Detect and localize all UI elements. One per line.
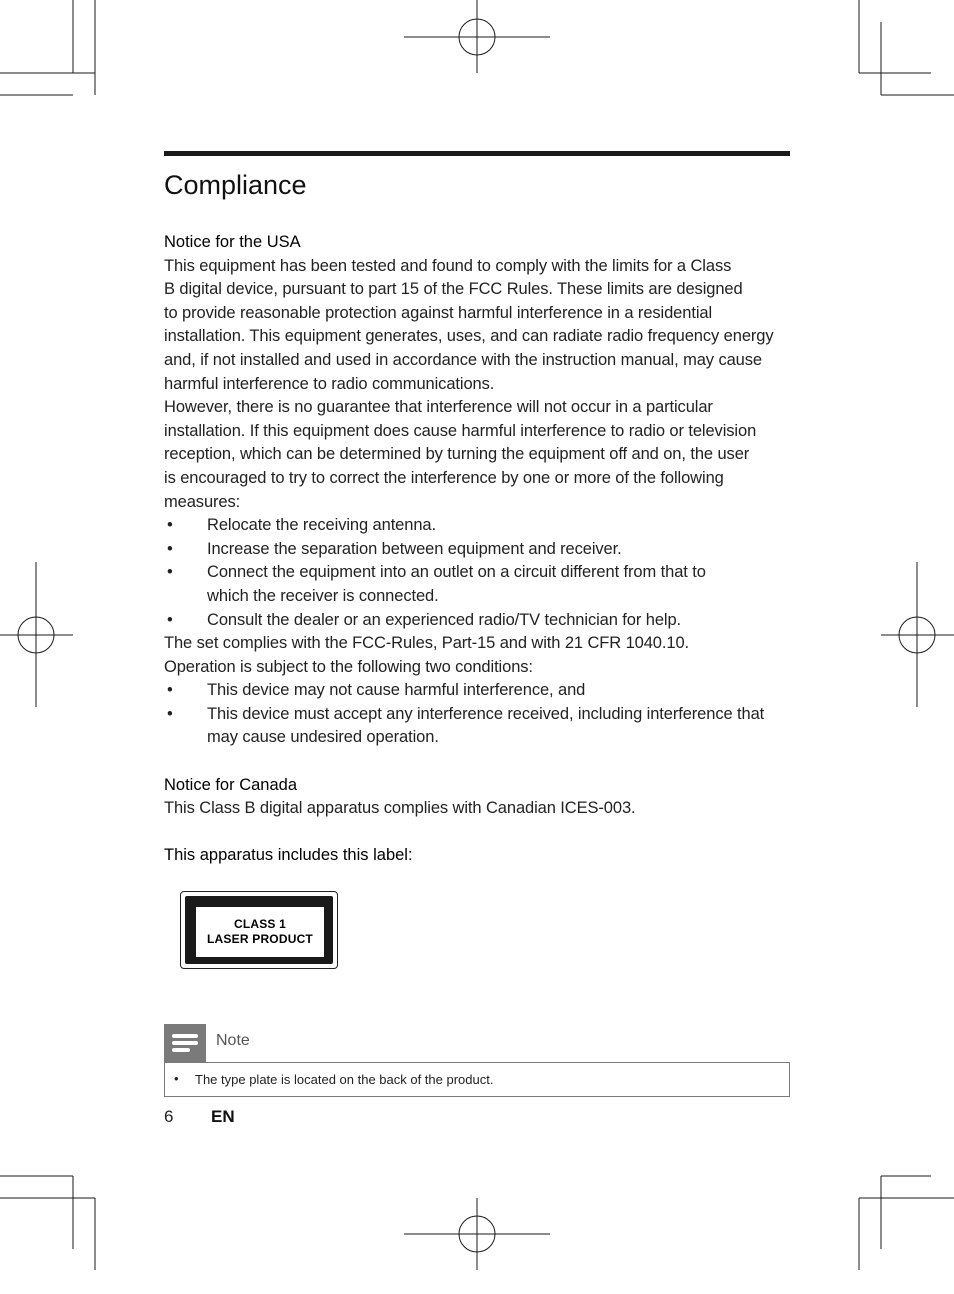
list-item — [164, 609, 790, 633]
conditions-list — [164, 679, 790, 750]
list-item-text: may cause undesired operation. — [207, 728, 439, 747]
text-line: to provide reasonable protection against harmful interference in a residential — [164, 303, 713, 322]
page-footer — [164, 1107, 235, 1127]
page-title: Compliance — [164, 170, 307, 200]
bullet-icon: • — [174, 1071, 179, 1086]
bullet-icon: • — [167, 610, 173, 629]
label-line-class: CLASS 1 — [233, 917, 287, 932]
text-line: This equipment has been tested and found to comply with the limits for a Class — [164, 256, 732, 275]
bullet-icon: • — [167, 704, 173, 723]
list-item-text: which the receiver is connected. — [207, 586, 439, 605]
canada-text: This Class B digital apparatus complies with Canadian ICES-003. — [164, 799, 636, 818]
text-line: is encouraged to try to correct the interference by one or more of the following — [164, 468, 724, 487]
list-item-text: This device may not cause harmful interference, and — [207, 681, 586, 700]
list-item — [164, 703, 790, 750]
text-line: and, if not installed and used in accordance with the instruction manual, may cause — [164, 350, 762, 369]
usa-paragraph-2 — [164, 396, 790, 514]
page-number: 6 — [164, 1107, 174, 1126]
list-item — [164, 538, 790, 562]
note-text: The type plate is located on the back of the product. — [195, 1072, 494, 1087]
laser-product-label — [180, 891, 338, 969]
list-item-text: Increase the separation between equipment and receiver. — [207, 539, 622, 558]
text-line: B digital device, pursuant to part 15 of the FCC Rules. These limits are designed — [164, 280, 743, 299]
fcc-compliance-text: The set complies with the FCC-Rules, Part-15 and with 21 CFR 1040.10. — [164, 634, 690, 653]
note-box — [164, 1024, 790, 1097]
operation-text: Operation is subject to the following two conditions: — [164, 657, 533, 676]
measures-list — [164, 514, 790, 632]
text-line: installation. This equipment generates, uses, and can radiate radio frequency energy — [164, 327, 774, 346]
list-item — [164, 679, 790, 703]
language-code: EN — [211, 1107, 235, 1126]
text-line: reception, which can be determined by turning the equipment off and on, the user — [164, 445, 750, 464]
note-title: Note — [216, 1032, 250, 1049]
bullet-icon: • — [167, 563, 173, 582]
bullet-icon: • — [167, 681, 173, 700]
list-item — [164, 514, 790, 538]
text-line: measures: — [164, 492, 241, 511]
label-line-product: LASER PRODUCT — [207, 932, 313, 947]
bullet-icon: • — [167, 539, 173, 558]
text-line: However, there is no guarantee that interference will not occur in a particular — [164, 398, 713, 417]
canada-heading: Notice for Canada — [164, 775, 297, 794]
list-item-text: Connect the equipment into an outlet on a circuit different from that to — [207, 563, 706, 582]
list-item-text: This device must accept any interference received, including interference that — [207, 704, 765, 723]
list-item-text: Relocate the receiving antenna. — [207, 516, 436, 535]
title-rule — [164, 151, 790, 156]
usa-heading: Notice for the USA — [164, 233, 301, 251]
list-item-text: Consult the dealer or an experienced radio/TV technician for help. — [207, 610, 682, 629]
label-intro: This apparatus includes this label: — [164, 846, 413, 865]
text-line: harmful interference to radio communications. — [164, 374, 495, 393]
bullet-icon: • — [167, 516, 173, 535]
main-content — [164, 151, 790, 969]
note-lines-icon — [164, 1024, 206, 1062]
usa-paragraph-1 — [164, 255, 790, 397]
text-line: installation. If this equipment does cause harmful interference to radio or television — [164, 421, 757, 440]
list-item — [164, 561, 790, 608]
